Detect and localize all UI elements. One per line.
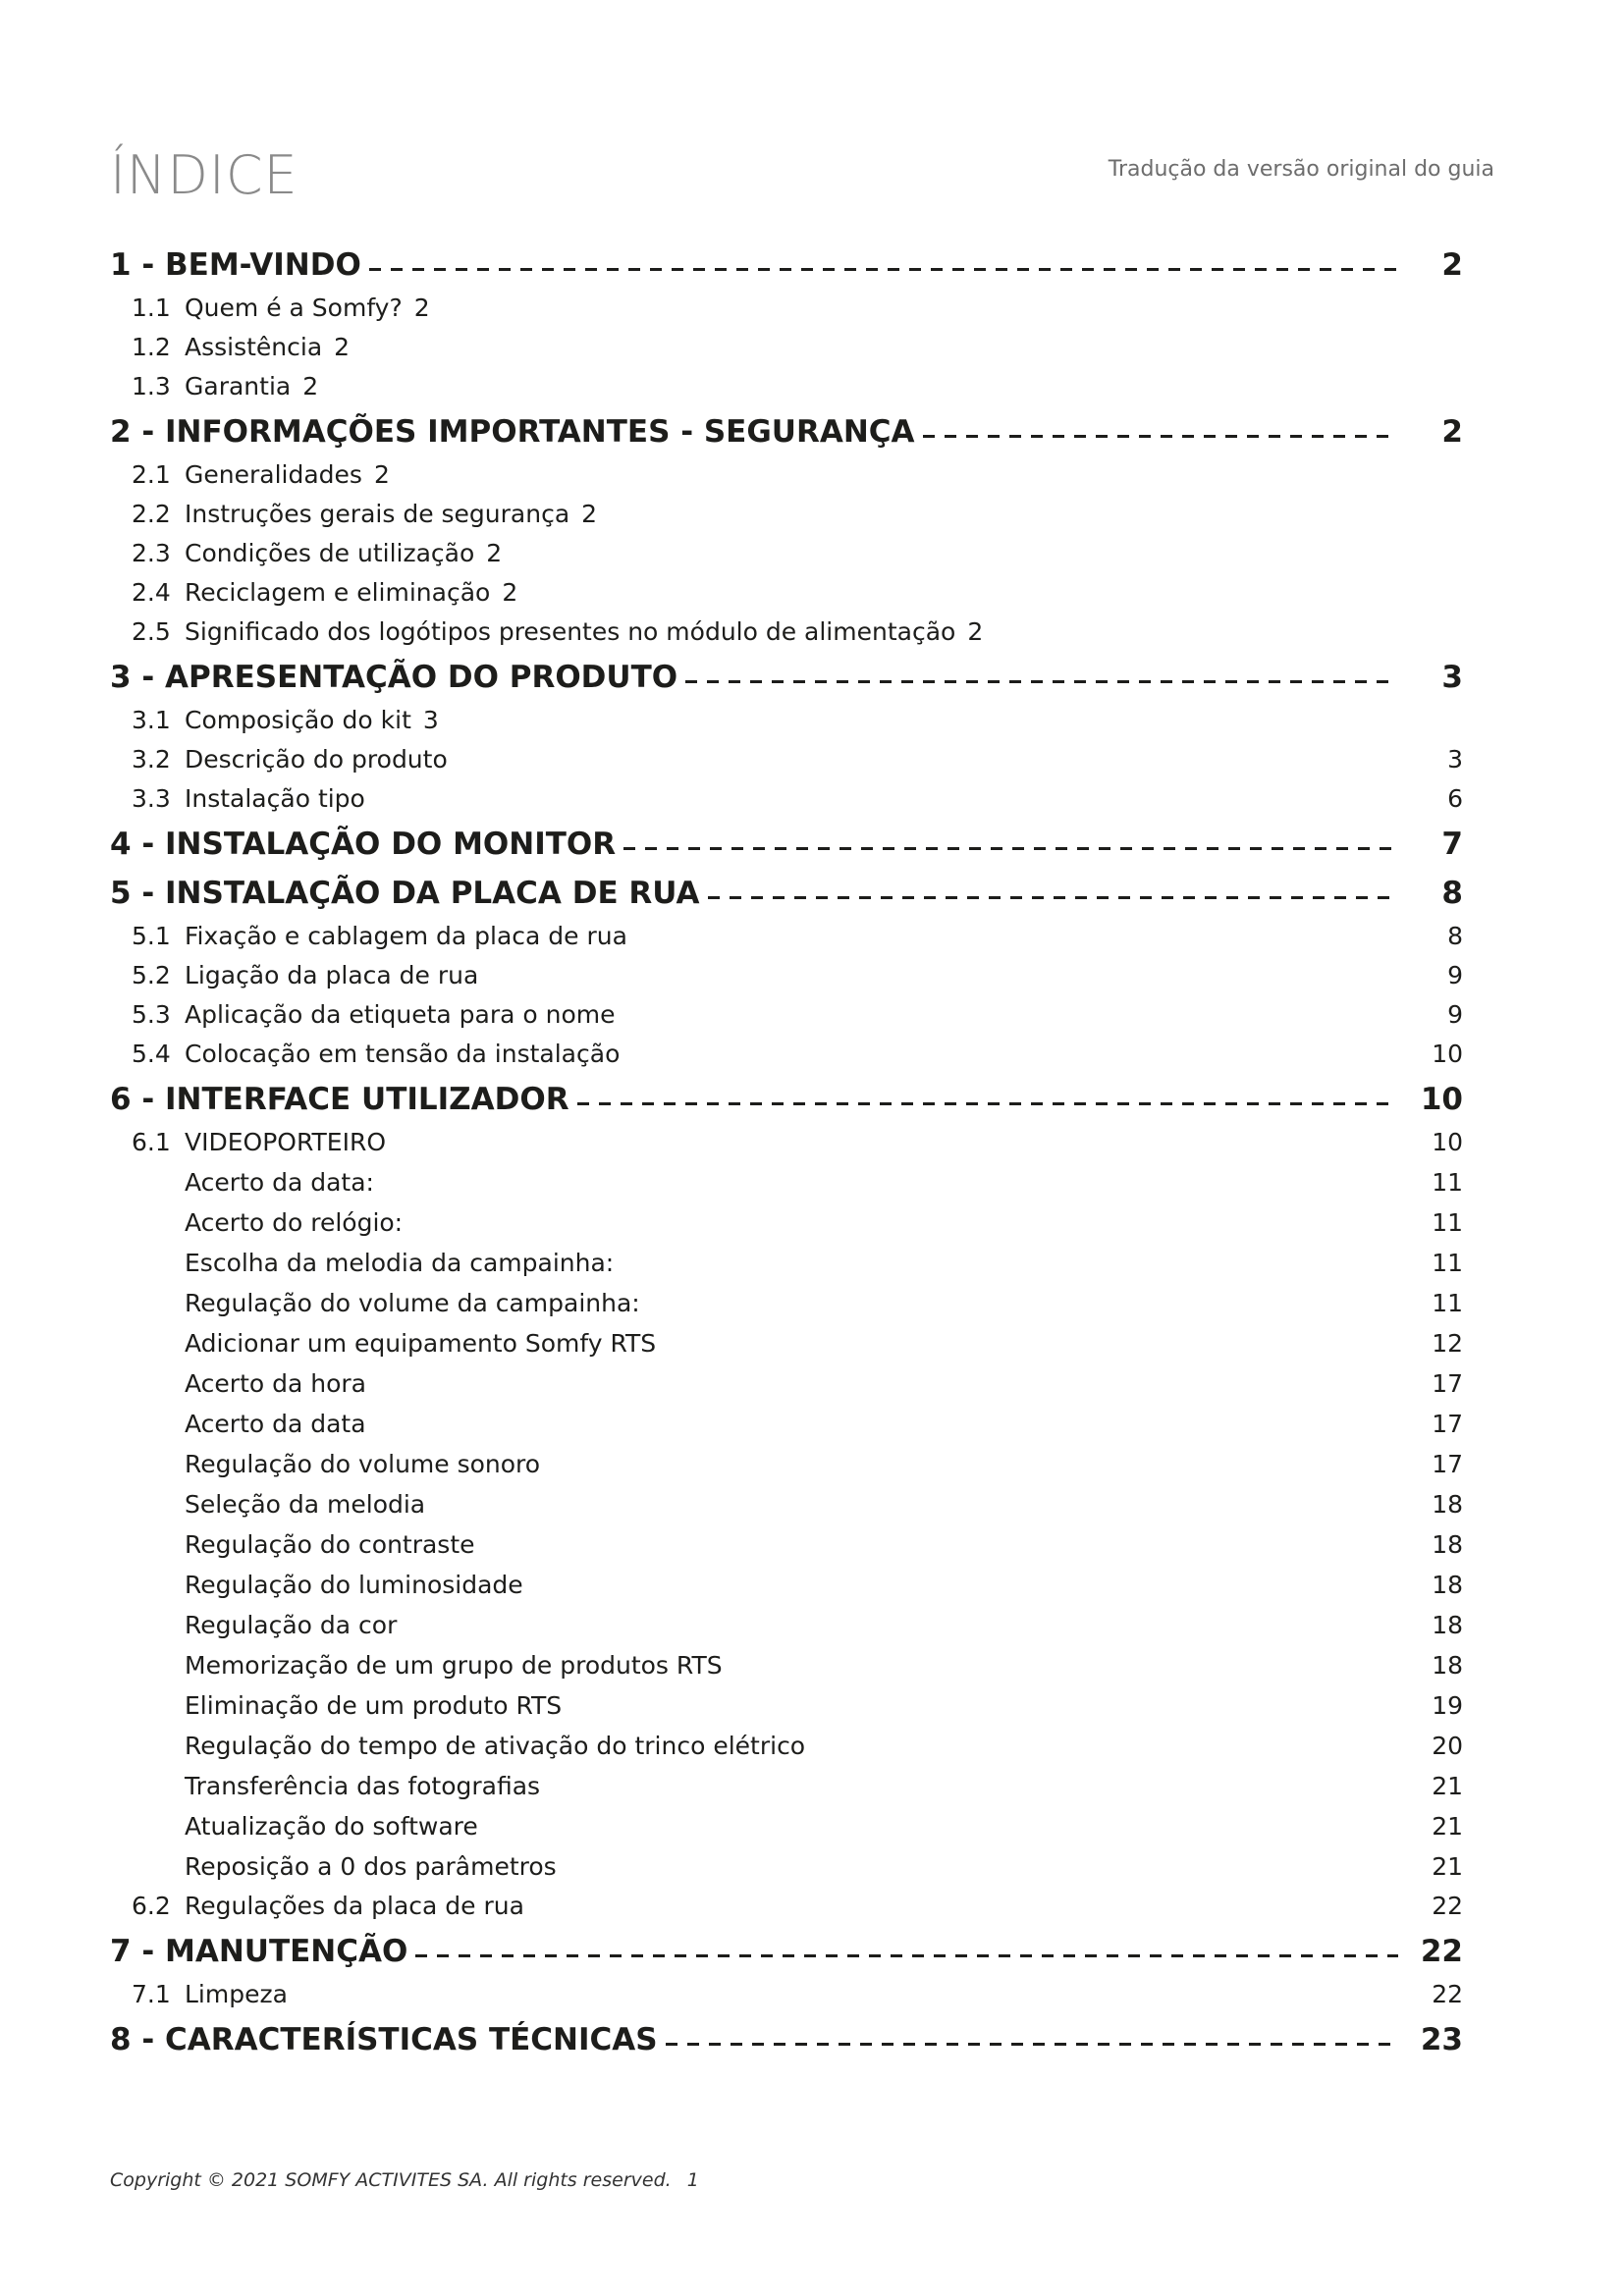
toc-page-number: 11 [1432,1289,1463,1317]
toc-page-number: 17 [1432,1410,1463,1438]
toc-page-number: 3 [422,706,439,734]
toc-page-number: 11 [1432,1168,1463,1197]
dot-leader [666,2043,1398,2046]
toc-entry-title: Escolha da melodia da campainha: [185,1249,615,1277]
toc-section[interactable] [110,283,1463,322]
toc-page-number: 8 [1441,876,1463,911]
toc-entry-title: 5 - INSTALAÇÃO DA PLACA DE RUA [110,876,700,911]
toc-entry-title: 7 - MANUTENÇÃO [110,1934,408,1969]
toc-entry-title: Seleção da melodia [185,1490,426,1519]
table-of-contents [110,234,1463,2057]
toc-subsection[interactable] [110,1760,1463,1800]
toc-entry-title: Regulação do volume sonoro [185,1450,541,1478]
toc-page-number: 19 [1432,1691,1463,1720]
toc-entry-title: 6 - INTERFACE UTILIZADOR [110,1082,569,1117]
toc-section-number: 2.5 [132,617,171,646]
toc-section-number: 1.3 [132,372,171,400]
toc-page-number: 17 [1432,1450,1463,1478]
toc-section[interactable] [110,450,1463,489]
toc-section-number: 7.1 [132,1980,171,2008]
toc-page-number: 2 [1441,247,1463,283]
toc-chapter[interactable] [110,646,1463,695]
toc-entry-title: VIDEOPORTEIRO [185,1128,386,1156]
footer-page-number: 1 [686,2169,699,2191]
toc-page-number: 2 [967,617,984,646]
toc-page-number: 2 [413,294,430,322]
toc-chapter[interactable] [110,1068,1463,1117]
toc-section-number: 5.1 [132,922,171,950]
toc-page-number: 7 [1441,827,1463,862]
toc-entry-title: Acerto da data: [185,1168,374,1197]
toc-entry-title: Limpeza [185,1980,288,2008]
toc-section-number: 6.1 [132,1128,171,1156]
toc-entry-title: Quem é a Somfy? [185,294,403,322]
toc-chapter[interactable] [110,400,1463,450]
toc-page-number: 18 [1432,1490,1463,1519]
toc-section[interactable] [110,361,1463,400]
toc-page-number: 21 [1432,1852,1463,1881]
toc-entry-title: Ligação da placa de rua [185,961,479,989]
toc-page-number: 10 [1432,1040,1463,1068]
toc-section[interactable] [110,950,1463,989]
toc-page-number: 2 [486,539,503,567]
toc-section-number: 2.2 [132,500,171,528]
toc-entry-title: Condições de utilização [185,539,475,567]
toc-section[interactable] [110,567,1463,607]
toc-entry-title: 8 - CARACTERÍSTICAS TÉCNICAS [110,2022,658,2057]
toc-page-number: 23 [1420,2022,1463,2057]
dot-leader [415,1954,1398,1957]
toc-entry-title: Atualização do software [185,1812,478,1841]
toc-section[interactable] [110,911,1463,950]
toc-section-number: 2.3 [132,539,171,567]
dot-leader [708,896,1399,899]
dot-leader [577,1102,1398,1105]
toc-page-number: 6 [1447,784,1463,813]
toc-entry-title: Reposição a 0 dos parâmetros [185,1852,557,1881]
toc-entry-title: Regulação do contraste [185,1530,475,1559]
toc-entry-title: Regulação do tempo de ativação do trinco elétrico [185,1732,806,1760]
toc-page-number: 18 [1432,1530,1463,1559]
toc-subsection[interactable] [110,1197,1463,1237]
toc-page-number: 11 [1432,1208,1463,1237]
toc-subsection[interactable] [110,1478,1463,1519]
toc-subsection[interactable] [110,1519,1463,1559]
toc-page-number: 21 [1432,1812,1463,1841]
toc-entry-title: 4 - INSTALAÇÃO DO MONITOR [110,827,617,862]
toc-entry-title: 3 - APRESENTAÇÃO DO PRODUTO [110,660,678,695]
page-title: ÍNDICE [110,144,298,206]
toc-subsection[interactable] [110,1438,1463,1478]
toc-subsection[interactable] [110,1156,1463,1197]
toc-subsection[interactable] [110,1398,1463,1438]
toc-entry-title: Generalidades [185,460,362,489]
toc-page-number: 18 [1432,1611,1463,1639]
toc-section[interactable] [110,1117,1463,1156]
toc-page-number: 9 [1447,1000,1463,1029]
toc-subsection[interactable] [110,1680,1463,1720]
toc-section-number: 3.2 [132,745,171,774]
toc-entry-title: Eliminação de um produto RTS [185,1691,563,1720]
toc-chapter[interactable] [110,234,1463,283]
dot-leader [369,268,1398,271]
toc-subsection[interactable] [110,1800,1463,1841]
toc-section-number: 5.3 [132,1000,171,1029]
toc-entry-title: Aplicação da etiqueta para o nome [185,1000,616,1029]
toc-section[interactable] [110,734,1463,774]
toc-section-number: 2.4 [132,578,171,607]
toc-page-number: 18 [1432,1651,1463,1680]
toc-page-number: 17 [1432,1369,1463,1398]
toc-entry-title: Adicionar um equipamento Somfy RTS [185,1329,657,1358]
toc-page-number: 2 [302,372,319,400]
toc-section-number: 3.1 [132,706,171,734]
toc-section[interactable] [110,489,1463,528]
toc-page-number: 8 [1447,922,1463,950]
toc-subsection[interactable] [110,1720,1463,1760]
toc-section[interactable] [110,1029,1463,1068]
toc-subsection[interactable] [110,1559,1463,1599]
document-subtitle: Tradução da versão original do guia [1108,157,1494,182]
toc-chapter[interactable] [110,813,1463,862]
toc-subsection[interactable] [110,1358,1463,1398]
toc-page-number: 10 [1420,1082,1463,1117]
toc-page-number: 21 [1432,1772,1463,1800]
toc-section-number: 5.4 [132,1040,171,1068]
toc-subsection[interactable] [110,1277,1463,1317]
toc-entry-title: Garantia [185,372,292,400]
toc-page-number: 2 [502,578,518,607]
toc-entry-title: 1 - BEM-VINDO [110,247,361,283]
toc-section-number: 2.1 [132,460,171,489]
toc-page-number: 2 [334,333,351,361]
toc-entry-title: Acerto da data [185,1410,366,1438]
toc-section-number: 1.2 [132,333,171,361]
toc-page-number: 12 [1432,1329,1463,1358]
toc-entry-title: Acerto do relógio: [185,1208,404,1237]
toc-chapter[interactable] [110,862,1463,911]
toc-page-number: 20 [1432,1732,1463,1760]
toc-page-number: 22 [1432,1892,1463,1920]
toc-page-number: 10 [1432,1128,1463,1156]
toc-entry-title: Regulação da cor [185,1611,398,1639]
toc-subsection[interactable] [110,1599,1463,1639]
toc-entry-title: Instruções gerais de segurança [185,500,570,528]
toc-section-number: 6.2 [132,1892,171,1920]
toc-subsection[interactable] [110,1317,1463,1358]
toc-entry-title: Regulação do luminosidade [185,1571,523,1599]
toc-entry-title: Regulação do volume da campainha: [185,1289,640,1317]
toc-page-number: 2 [581,500,598,528]
toc-chapter[interactable] [110,1920,1463,1969]
toc-subsection[interactable] [110,1639,1463,1680]
toc-entry-title: 2 - INFORMAÇÕES IMPORTANTES - SEGURANÇA [110,414,915,450]
toc-page-number: 18 [1432,1571,1463,1599]
toc-entry-title: Regulações da placa de rua [185,1892,524,1920]
footer [110,2169,699,2191]
dot-leader [623,847,1398,850]
dot-leader [685,680,1398,683]
toc-section[interactable] [110,1881,1463,1920]
toc-section[interactable] [110,1969,1463,2008]
toc-page-number: 22 [1432,1980,1463,2008]
toc-subsection[interactable] [110,1841,1463,1881]
toc-entry-title: Reciclagem e eliminação [185,578,491,607]
toc-subsection[interactable] [110,1237,1463,1277]
toc-page-number: 9 [1447,961,1463,989]
toc-entry-title: Instalação tipo [185,784,365,813]
toc-entry-title: Significado dos logótipos presentes no módulo de alimentação [185,617,956,646]
toc-section[interactable] [110,607,1463,646]
toc-section-number: 1.1 [132,294,171,322]
toc-page-number: 2 [1441,414,1463,450]
toc-entry-title: Descrição do produto [185,745,448,774]
toc-page-number: 3 [1441,660,1463,695]
toc-page-number: 3 [1447,745,1463,774]
toc-section[interactable] [110,989,1463,1029]
dot-leader [923,435,1398,438]
toc-section[interactable] [110,322,1463,361]
toc-page-number: 22 [1420,1934,1463,1969]
toc-section[interactable] [110,528,1463,567]
copyright-text: Copyright © 2021 SOMFY ACTIVITES SA. All rights reserved. [110,2169,672,2191]
toc-entry-title: Transferência das fotografias [185,1772,541,1800]
toc-entry-title: Composição do kit [185,706,411,734]
toc-section-number: 5.2 [132,961,171,989]
toc-page-number: 2 [373,460,390,489]
toc-section-number: 3.3 [132,784,171,813]
toc-entry-title: Colocação em tensão da instalação [185,1040,621,1068]
toc-entry-title: Assistência [185,333,323,361]
toc-entry-title: Memorização de um grupo de produtos RTS [185,1651,723,1680]
toc-entry-title: Fixação e cablagem da placa de rua [185,922,627,950]
toc-chapter[interactable] [110,2008,1463,2057]
toc-section[interactable] [110,774,1463,813]
toc-page-number: 11 [1432,1249,1463,1277]
toc-section[interactable] [110,695,1463,734]
toc-entry-title: Acerto da hora [185,1369,366,1398]
